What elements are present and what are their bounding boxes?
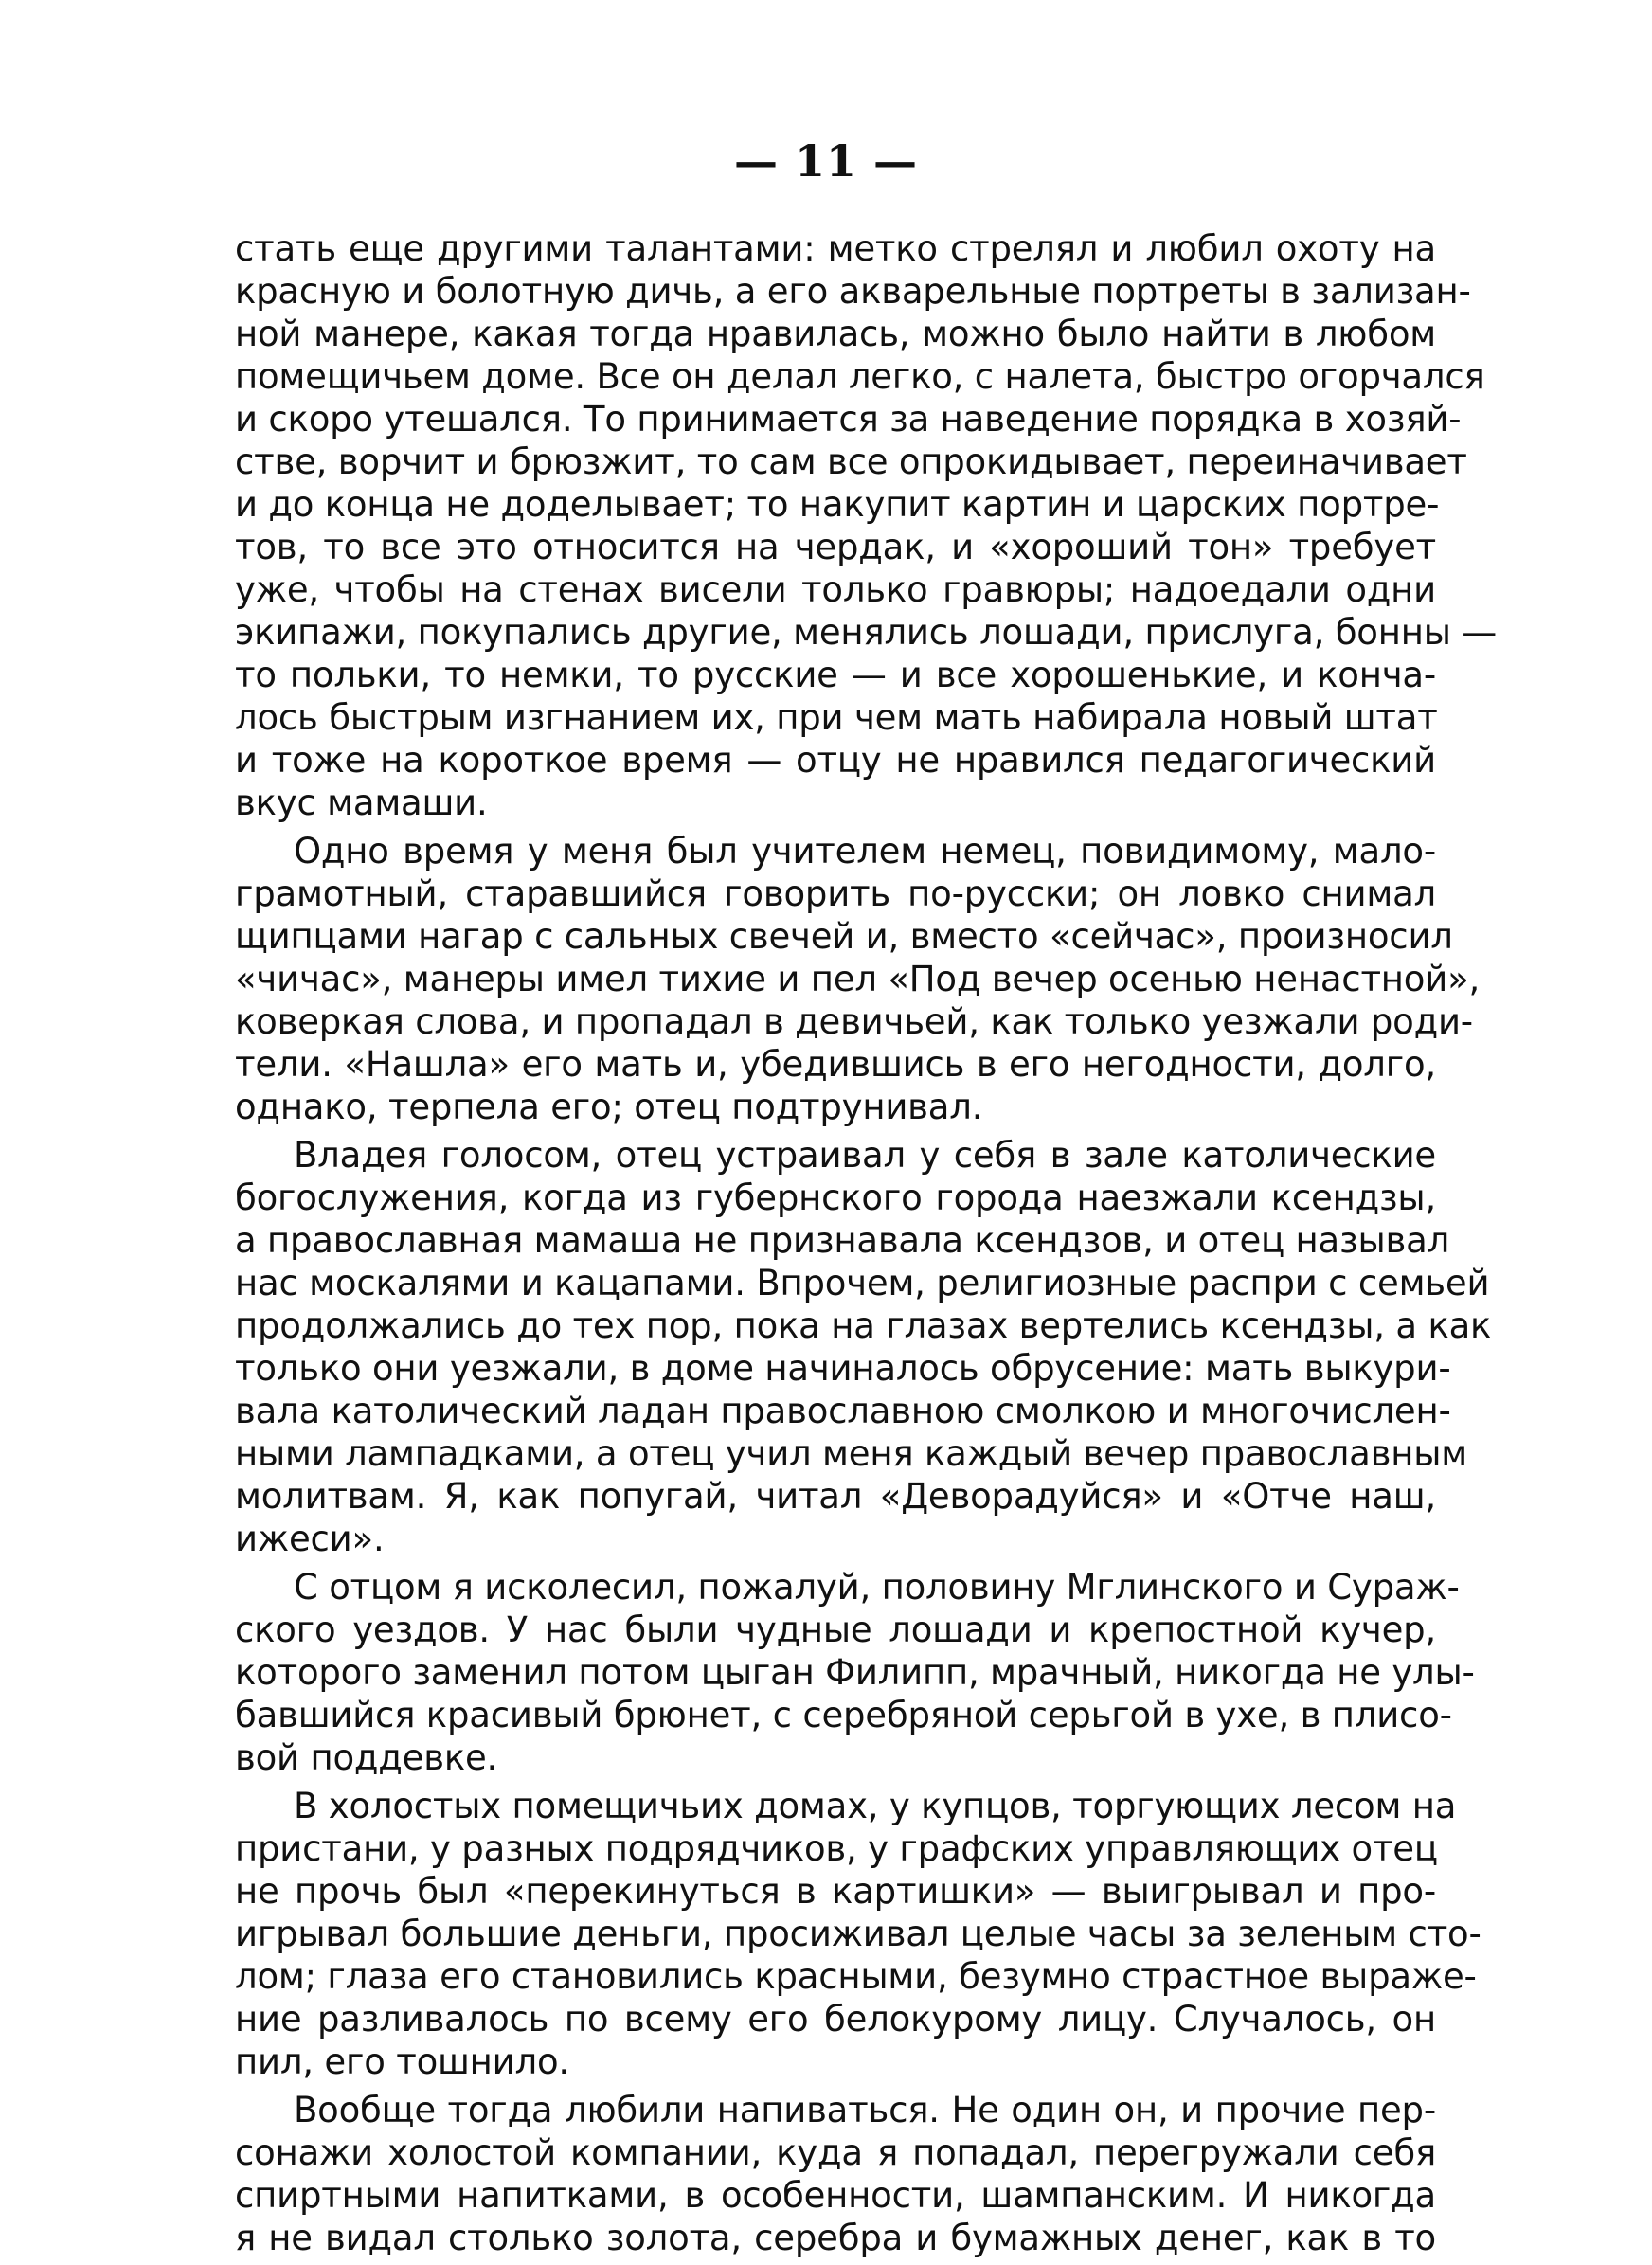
text-line: лом; глаза его становились красными, безумно страстное выраже-: [235, 1956, 1477, 1997]
text-line: игрывал большие деньги, просиживал целые часы за зеленым сто-: [235, 1914, 1481, 1954]
text-line: щипцами нагар с сальных свечей и, вместо «сейчас», произносил: [235, 916, 1453, 957]
text-line: которого заменил потом цыган Филипп, мрачный, никогда не улы-: [235, 1652, 1475, 1693]
text-line: «чичас», манеры имел тихие и пел «Под вечер осенью ненастной»,: [235, 959, 1481, 999]
text-line: сонажи холостой компании, куда я попадал, перегружали себя: [235, 2132, 1436, 2173]
text-line: Владея голосом, отец устраивал у себя в зале католические: [294, 1135, 1436, 1176]
text-line: то польки, то немки, то русские — и все хорошенькие, и конча-: [235, 655, 1436, 695]
text-line: стать еще другими талантами: метко стрелял и любил охоту на: [235, 228, 1436, 269]
text-line: и тоже на короткое время — отцу не нравился педагогический: [235, 740, 1436, 781]
paragraph-1: [235, 227, 1498, 824]
text-line: ижеси».: [235, 1519, 385, 1559]
text-line: спиртными напитками, в особенности, шампанским. И никогда: [235, 2175, 1436, 2216]
text-line: а православная мамаша не признавала ксендзов, и отец называл: [235, 1220, 1450, 1261]
paragraph-6: [235, 2089, 1436, 2259]
text-line: вкус мамаши.: [235, 782, 488, 823]
text-line: вой поддевке.: [235, 1737, 498, 1778]
text-line: экипажи, покупались другие, менялись лошади, прислуга, бонны —: [235, 612, 1498, 653]
text-line: молитвам. Я, как попугай, читал «Деворадуйся» и «Отче наш,: [235, 1476, 1436, 1517]
text-line: вала католический ладан православною смолкою и многочислен-: [235, 1391, 1451, 1431]
text-line: Одно время у меня был учителем немец, повидимому, мало-: [294, 831, 1436, 872]
text-line: стве, ворчит и брюзжит, то сам все опрокидывает, переиначивает: [235, 441, 1467, 482]
text-line: ной манере, какая тогда нравилась, можно было найти в любом: [235, 314, 1436, 354]
text-line: бавшийся красивый брюнет, с серебряной серьгой в ухе, в плисо-: [235, 1695, 1452, 1735]
text-line: Вообще тогда любили напиваться. Не один он, и прочие пер-: [294, 2090, 1436, 2130]
text-line: тов, то все это относится на чердак, и «хороший тон» требует: [235, 527, 1436, 567]
text-line: однако, терпела его; отец подтрунивал.: [235, 1087, 983, 1127]
text-line: и до конца не доделывает; то накупит картин и царских портре-: [235, 484, 1440, 525]
text-line: ными лампадками, а отец учил меня каждый вечер православным: [235, 1433, 1467, 1474]
text-line: продолжались до тех пор, пока на глазах вертелись ксендзы, а как: [235, 1305, 1492, 1346]
text-line: В холостых помещичьих домах, у купцов, торгующих лесом на: [294, 1786, 1457, 1826]
text-line: лось быстрым изгнанием их, при чем мать набирала новый штат: [235, 697, 1438, 738]
text-line: помещичьем доме. Все он делал легко, с налета, быстро огорчался: [235, 356, 1485, 397]
text-line: только они уезжали, в доме начиналось обрусение: мать выкури-: [235, 1348, 1451, 1389]
text-line: я не видал столько золота, серебра и бумажных денег, как в то: [235, 2218, 1436, 2258]
text-line: уже, чтобы на стенах висели только гравюры; надоедали одни: [235, 569, 1436, 610]
text-line: грамотный, старавшийся говорить по-русски; он ловко снимал: [235, 873, 1436, 914]
body-text: [235, 227, 1498, 2265]
paragraph-2: [235, 830, 1481, 1128]
paragraph-5: [235, 1785, 1481, 2083]
text-line: и скоро утешался. То принимается за наведение порядка в хозяй-: [235, 399, 1462, 440]
text-line: нас москалями и кацапами. Впрочем, религиозные распри с семьей: [235, 1263, 1490, 1303]
text-line: богослужения, когда из губернского города наезжали ксендзы,: [235, 1177, 1436, 1218]
paragraph-4: [235, 1566, 1475, 1779]
paragraph-3: [235, 1134, 1492, 1560]
text-line: ского уездов. У нас были чудные лошади и крепостной кучер,: [235, 1609, 1436, 1650]
page-number: — 11 —: [733, 135, 919, 187]
text-line: С отцом я исколесил, пожалуй, половину Мглинского и Сураж-: [294, 1567, 1460, 1608]
text-line: пил, его тошнило.: [235, 2041, 569, 2082]
text-line: красную и болотную дичь, а его акварельные портреты в зализан-: [235, 271, 1471, 312]
text-line: не прочь был «перекинуться в картишки» — выигрывал и про-: [235, 1871, 1436, 1912]
text-line: тели. «Нашла» его мать и, убедившись в его негодности, долго,: [235, 1044, 1436, 1085]
text-line: пристани, у разных подрядчиков, у графских управляющих отец: [235, 1828, 1438, 1869]
text-line: ние разливалось по всему его белокурому лицу. Случалось, он: [235, 1999, 1436, 2040]
text-line: коверкая слова, и пропадал в девичьей, как только уезжали роди-: [235, 1001, 1473, 1042]
